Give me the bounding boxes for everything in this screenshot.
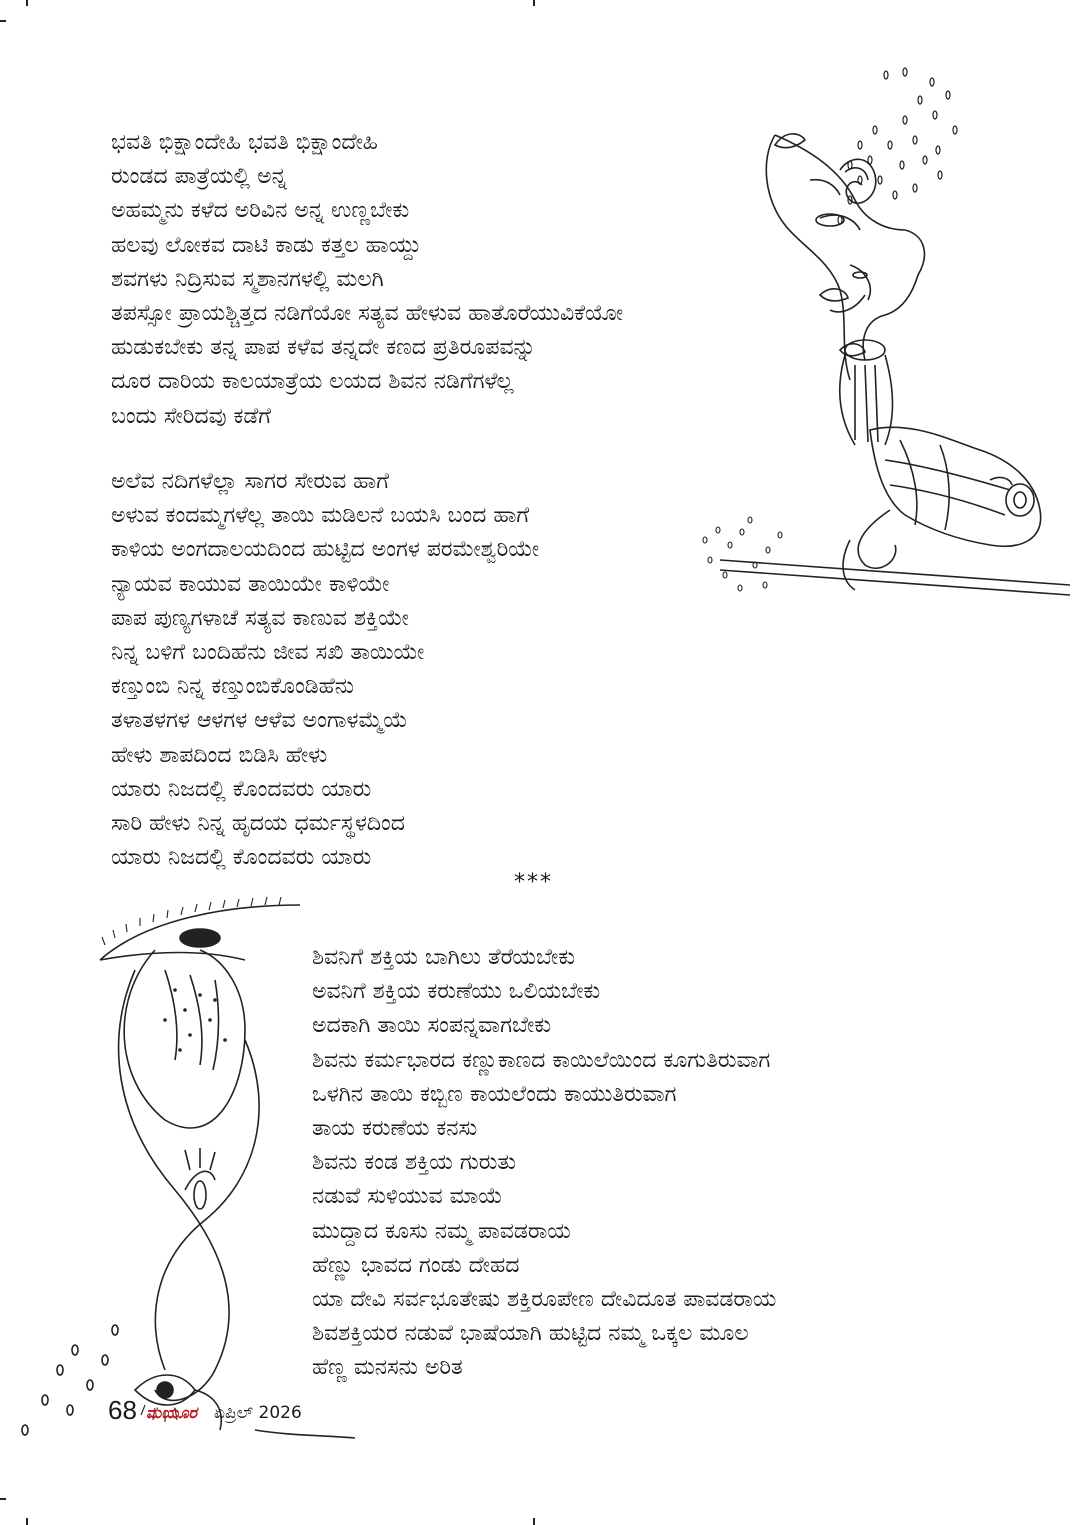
poem-line: ಶಿವನು ಕರ್ಮಭಾರದ ಕಣ್ಣುಕಾಣದ ಕಾಯಿಲೆಯಿಂದ ಕೂಗುತಿರುವಾಗ (312, 1047, 771, 1073)
poem-line: ಯಾ ದೇವಿ ಸರ್ವಭೂತೇಷು ಶಕ್ತಿರೂಪೇಣ ದೇವಿದೂತ ಪಾವಡರಾಯ (312, 1287, 777, 1313)
poem-line: ಒಳಗಿನ ತಾಯಿ ಕಬ್ಬಿಣ ಕಾಯಲೆಂದು ಕಾಯುತಿರುವಾಗ (312, 1081, 677, 1107)
poem-line: ರುಂಡದ ಪಾತ್ರೆಯಲ್ಲಿ ಅನ್ನ (111, 164, 287, 190)
poem-line: ಶಿವಶಕ್ತಿಯರ ನಡುವೆ ಭಾಷೆಯಾಗಿ ಹುಟ್ಟಿದ ನಮ್ಮ ಒಕ್ಕಲ ಮೂಲ (312, 1321, 749, 1347)
poem-line: ನಡುವೆ ಸುಳಿಯುವ ಮಾಯೆ (312, 1184, 503, 1210)
crop-mark-top-center (533, 0, 535, 6)
issue-date: ಏಪ್ರಿಲ್ 2026 (214, 1403, 302, 1423)
poem-line: ಅಹಮ್ಮನು ಕಳೆದ ಅರಿವಿನ ಅನ್ನ ಉಣ್ಣಬೇಕು (111, 198, 410, 224)
poem-line: ಯಾರು ನಿಜದಲ್ಲಿ ಕೊಂದವರು ಯಾರು (111, 845, 372, 871)
poem-line: ಹೆಣ್ಣು ಭಾವದ ಗಂಡು ದೇಹದ (312, 1252, 520, 1278)
staff-dots (703, 517, 782, 591)
poem-line: ನ್ಯಾಯವ ಕಾಯುವ ತಾಯಿಯೇ ಕಾಳಿಯೇ (111, 571, 390, 597)
poem-stanza-1 (111, 126, 623, 434)
poem-line: ಭವತಿ ಭಿಕ್ಷಾಂದೇಹಿ ಭವತಿ ಭಿಕ್ಷಾಂದೇಹಿ (111, 130, 378, 155)
crop-mark-bottom-left (0, 1498, 6, 1500)
section-separator: *** (514, 870, 553, 895)
poem-line: ಮುದ್ದಾದ ಕೂಸು ನಮ್ಮ ಪಾವಡರಾಯ (312, 1218, 571, 1244)
eye-globe-illustration (15, 890, 360, 1460)
poem-line: ಅಳುವ ಕಂದಮ್ಮಗಳೆಲ್ಲ ತಾಯಿ ಮಡಿಲನೆ ಬಯಸಿ ಬಂದ ಹಾಗೆ (111, 503, 530, 529)
poem-line: ಶಿವನು ಕಂಡ ಶಕ್ತಿಯ ಗುರುತು (312, 1150, 517, 1176)
poem-line: ಸಾರಿ ಹೇಳು ನಿನ್ನ ಹೃದಯ ಧರ್ಮಸ್ಥಳದಿಂದ (111, 811, 406, 837)
poem-line: ಅದಕಾಗಿ ತಾಯಿ ಸಂಪನ್ನವಾಗಬೇಕು (312, 1013, 552, 1039)
poem-line: ಹುಡುಕಬೇಕು ತನ್ನ ಪಾಪ ಕಳೆವ ತನ್ನದೇ ಕಣದ ಪ್ರತಿರೂಪವನ್ನು (111, 335, 536, 361)
shiva-face-illustration (690, 60, 1070, 620)
crop-mark-bottom-left-v (26, 1518, 28, 1525)
magazine-logo: ಮಯೂರ (146, 1403, 198, 1422)
crop-mark-bottom-center (533, 1518, 535, 1525)
crop-mark-top-left-v (26, 0, 28, 6)
poem-line: ಅಲೆವ ನದಿಗಳೆಲ್ಲಾ ಸಾಗರ ಸೇರುವ ಹಾಗೆ (111, 469, 389, 494)
poem-line: ದೂರ ದಾರಿಯ ಕಾಲಯಾತ್ರೆಯ ಲಯದ ಶಿವನ ನಡಿಗೆಗಳೆಲ್ಲ (111, 369, 514, 395)
poem-line: ಬಂದು ಸೇರಿದವು ಕಡೆಗೆ (111, 403, 272, 429)
poem-line: ಹೇಳು ಶಾಪದಿಂದ ಬಿಡಿಸಿ ಹೇಳು (111, 742, 328, 768)
poem-line: ತಾಯ ಕರುಣೆಯ ಕನಸು (312, 1116, 478, 1142)
poem-line: ಹಲವು ಲೋಕವ ದಾಟಿ ಕಾಡು ಕತ್ತಲ ಹಾಯ್ದು (111, 232, 422, 258)
poem-line: ನಿನ್ನ ಬಳಿಗೆ ಬಂದಿಹೆನು ಜೀವ ಸಖಿ ತಾಯಿಯೇ (111, 640, 425, 666)
poem-line: ತಪಸ್ಸೋ ಪ್ರಾಯಶ್ಚಿತ್ತದ ನಡಿಗೆಯೋ ಸತ್ಯವ ಹೇಳುವ ಹಾತೊರೆಯುವಿಕೆಯೋ (111, 301, 624, 327)
poem-line: ಕಣ್ತುಂಬಿ ನಿನ್ನ ಕಣ್ತುಂಬಿಕೊಂಡಿಹೆನು (111, 674, 354, 700)
crop-mark-top-left (0, 20, 6, 22)
poem-line: ಕಾಳಿಯ ಅಂಗದಾಲಯದಿಂದ ಹುಟ್ಟಿದ ಅಂಗಳ ಪರಮೇಶ್ವರಿಯೇ (111, 537, 540, 563)
page-number: 68 (108, 1395, 137, 1425)
poem-line: ಪಾಪ ಪುಣ್ಯಗಳಾಚೆ ಸತ್ಯವ ಕಾಣುವ ಶಕ್ತಿಯೇ (111, 605, 409, 631)
poem-line: ಅವನಿಗೆ ಶಕ್ತಿಯ ಕರುಣೆಯು ಒಲಿಯಬೇಕು (312, 979, 601, 1005)
poem-stanza-3 (312, 941, 776, 1386)
poem-line: ಹೆಣ್ಣ ಮನಸನು ಅರಿತ (312, 1355, 463, 1381)
poem-line: ಶವಗಳು ನಿದ್ರಿಸುವ ಸ್ಮಶಾನಗಳಲ್ಲಿ ಮಲಗಿ (111, 266, 384, 292)
poem-stanza-2 (111, 465, 539, 875)
poem-line: ಶಿವನಿಗೆ ಶಕ್ತಿಯ ಬಾಗಿಲು ತೆರೆಯಬೇಕು (312, 945, 576, 970)
poem-line: ತಳಾತಳಗಳ ಆಳಗಳ ಆಳೆವ ಅಂಗಾಳಮ್ಮೆಯೆ (111, 708, 408, 734)
poem-line: ಯಾರು ನಿಜದಲ್ಲಿ ಕೊಂದವರು ಯಾರು (111, 776, 372, 802)
